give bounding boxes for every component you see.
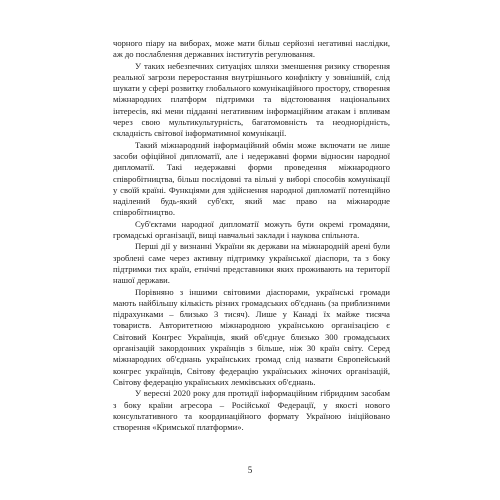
- paragraph-2: У таких небезпечних ситуаціях шляхи зменшення ризику створення реальної загрози переростання внутрішнього конфлікту у зовнішній, слід шукати у сфері розвитку глобального комунікаційного простору, створення міжнародних платформ підтримки та відстоювання національних інтересів, які мени підданні негативним інформаційним атакам і впливам через свою мультикультурність, багатомовність та неоднорідність, складність світової інформатимної комунікації.: [113, 60, 390, 139]
- page-number: 5: [247, 465, 253, 475]
- paragraph-4: Суб'єктами народної дипломатії можуть бути окремі громадяни, громадські організації, вищі навчальні заклади і наукова спільнота.: [113, 218, 390, 241]
- paragraph-3: Такий міжнародний інформаційний обмін може включати не лише засоби офіційної дипломатії, але і недержавні форми відносин народної дипломатії. Такі недержавні форми проведення міжнародного співробітництва, більш послідовні та вільні у виборі способів комунікації у своїй країні. Функціями для здійснення народної дипломатії потенційно наділений будь-який суб'єкт, який має право на міжнародне співробітництво.: [113, 139, 390, 218]
- paragraph-5: Перші дії у визнанні України як держави на міжнародній арені були зроблені саме через активну підтримку української діаспори, та з боку підтримки тих країн, етнічні представники яких проживають на території нашої держави.: [113, 241, 390, 286]
- paragraph-7: У вересні 2020 року для протидії інформаційним гібридним засобам з боку країни агресора – Російської Федерації, у якості нового консультативного та координаційного формату Україною ініційовано створення «Кримської платформи».: [113, 388, 390, 433]
- paragraph-6: Порівняно з іншими світовими діаспорами, українські громади мають найбільшу кількість різних громадських об'єднань (за приблизними підрахунками – близько 3 тисяч). Лише у Канаді їх майже тисяча товариств. Авторитетною міжнародною українською організацією є Світовий Конґрес Українців, який об'єднує близько 300 громадських організацій закордонних українців з більше, ніж 30 країн світу. Серед міжнародних об'єднань українських громад слід назвати Європейський конгрес українців, Світову федерацію українських жіночих організацій, Світову федерацію українських лемківських об'єднань.: [113, 286, 390, 387]
- paragraph-1: чорного піару на виборах, може мати більш серйозні негативні наслідки, аж до послаблення державних інститутів регулювання.: [113, 38, 390, 60]
- body-text: [113, 38, 390, 433]
